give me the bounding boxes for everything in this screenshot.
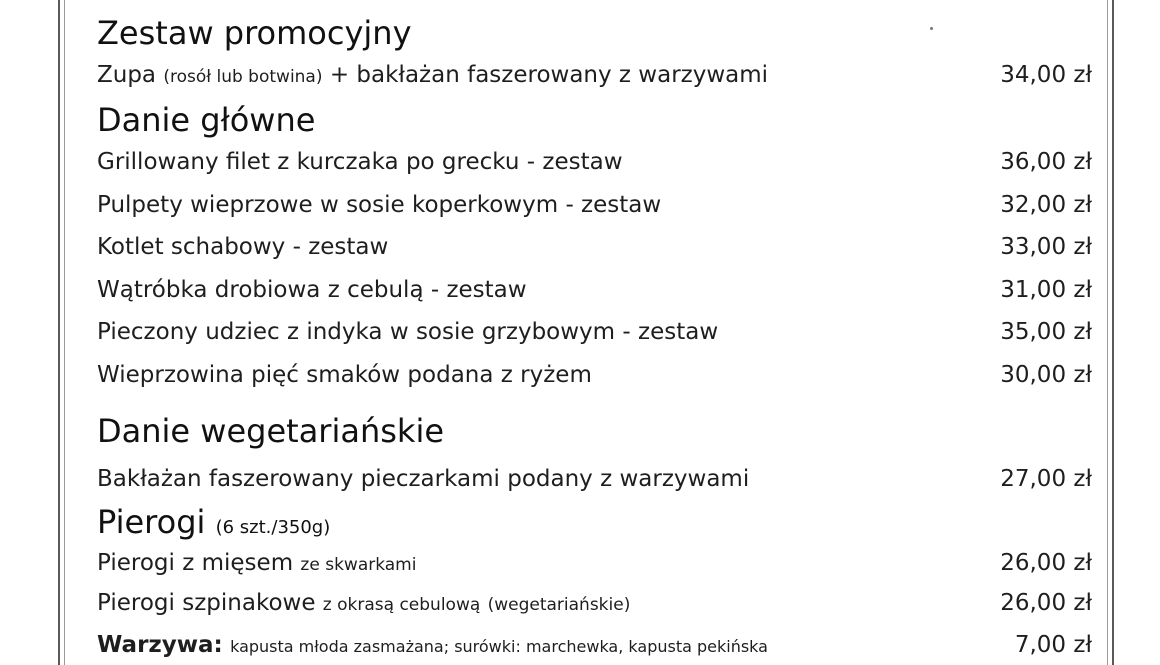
menu-item-name: Pierogi szpinakowe z okrasą cebulową (wegetariańskie) xyxy=(97,590,631,616)
menu-item-vegetables xyxy=(97,628,1092,662)
menu-item-promo-set xyxy=(97,58,1092,92)
menu-item-main-1 xyxy=(97,145,1092,179)
menu-item-name: Zupa (rosół lub botwina) + bakłażan faszerowany z warzywami xyxy=(97,62,769,88)
menu-item-price: 36,00 zł xyxy=(1000,149,1092,175)
menu-item-detail-note: (wegetariańskie) xyxy=(487,595,631,615)
menu-item-name: Pieczony udziec z indyka w sosie grzybowym - zestaw xyxy=(97,319,719,345)
paper-speck xyxy=(930,27,933,30)
menu-item-name xyxy=(97,628,768,664)
menu-item-price: 27,00 zł xyxy=(1000,466,1092,492)
section-title-main: Danie główne xyxy=(97,101,316,139)
menu-item-name: Pulpety wieprzowe w sosie koperkowym - zestaw xyxy=(97,192,662,218)
menu-item-detail: z okrasą cebulową xyxy=(322,595,481,615)
menu-item-price: 34,00 zł xyxy=(1000,62,1092,88)
menu-item-pierogi-2 xyxy=(97,586,1092,620)
menu-item-main-4 xyxy=(97,273,1092,307)
section-title-promo: Zestaw promocyjny xyxy=(97,14,412,52)
menu-item-price: 26,00 zł xyxy=(1000,590,1092,616)
menu-item-name: Wątróbka drobiowa z cebulą - zestaw xyxy=(97,277,527,303)
vegetables-label: Warzywa: xyxy=(97,632,223,658)
menu-item-name: Bakłażan faszerowany pieczarkami podany z warzywami xyxy=(97,466,750,492)
menu-item-price: 26,00 zł xyxy=(1000,550,1092,576)
menu-item-price: 35,00 zł xyxy=(1000,319,1092,345)
menu-item-name: Wieprzowina pięć smaków podana z ryżem xyxy=(97,362,592,388)
menu-item-main-2 xyxy=(97,188,1092,222)
section-title-note: (6 szt./350g) xyxy=(215,517,331,538)
section-title-vegetarian: Danie wegetariańskie xyxy=(97,412,445,450)
menu-item-main-6 xyxy=(97,358,1092,392)
menu-item-name: Grillowany filet z kurczaka po grecku - zestaw xyxy=(97,149,623,175)
menu-item-detail: ze skwarkami xyxy=(300,555,417,575)
vegetables-detail: kapusta młoda zasmażana; surówki: marchewka, kapusta pekińska xyxy=(230,637,768,656)
menu-item-name: Pierogi z mięsem ze skwarkami xyxy=(97,550,417,576)
menu-item-detail: (rosół lub botwina) xyxy=(163,67,323,87)
menu-item-price: 7,00 zł xyxy=(1014,632,1092,658)
section-title-pierogi: Pierogi (6 szt./350g) xyxy=(97,503,331,541)
menu-item-vegetarian-1 xyxy=(97,462,1092,496)
menu-item-main-5 xyxy=(97,315,1092,349)
menu-item-price: 33,00 zł xyxy=(1000,234,1092,260)
menu-item-price: 31,00 zł xyxy=(1000,277,1092,303)
menu-item-price: 32,00 zł xyxy=(1000,192,1092,218)
menu-item-main-3 xyxy=(97,230,1092,264)
menu-item-pierogi-1 xyxy=(97,546,1092,580)
menu-item-name: Kotlet schabowy - zestaw xyxy=(97,234,389,260)
menu-item-price: 30,00 zł xyxy=(1000,362,1092,388)
